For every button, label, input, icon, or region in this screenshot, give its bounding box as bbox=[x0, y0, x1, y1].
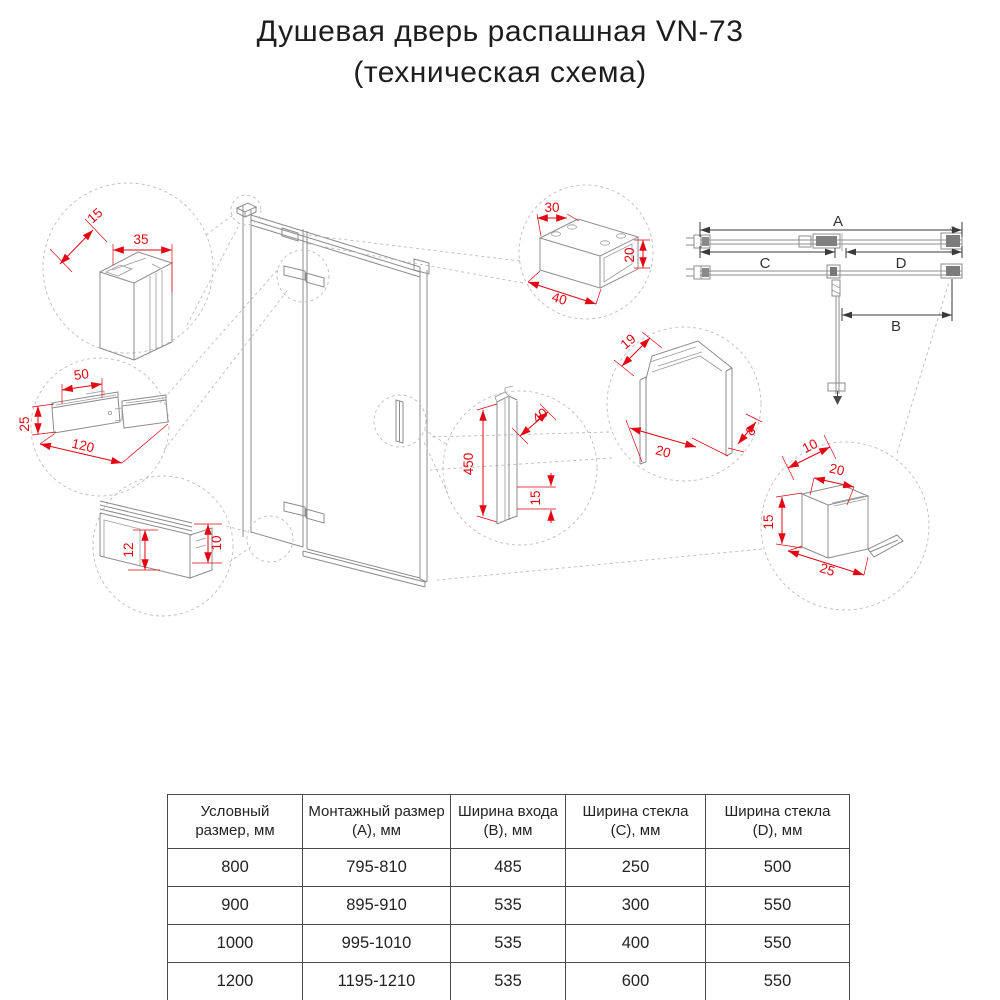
dim-hinge-tab: 50 bbox=[72, 366, 90, 384]
dim-rail-outer: 10 bbox=[209, 535, 224, 551]
table-row bbox=[168, 963, 850, 1000]
detail-wall-profile bbox=[43, 183, 213, 360]
detail-glass-clamp bbox=[761, 435, 929, 610]
title-line-2: (техническая схема) bbox=[353, 55, 647, 89]
dim-handle-length: 450 bbox=[461, 452, 476, 476]
dim-clamp-length: 25 bbox=[817, 560, 837, 580]
col-nominal-size: Условный размер, мм bbox=[168, 795, 303, 849]
detail-wall-bracket bbox=[519, 185, 653, 319]
cell: 1000 bbox=[168, 925, 303, 963]
dim-bracket-width: 30 bbox=[544, 200, 560, 215]
plan-dim-c: C bbox=[759, 255, 771, 272]
size-table bbox=[167, 794, 850, 1000]
detail-bottom-rail bbox=[93, 476, 233, 616]
cell: 550 bbox=[706, 887, 850, 925]
dim-clamp-top: 20 bbox=[828, 460, 846, 479]
table-row bbox=[168, 849, 850, 887]
cell: 995-1010 bbox=[303, 925, 451, 963]
detail-hinge-plate bbox=[17, 358, 169, 496]
cell: 895-910 bbox=[303, 887, 451, 925]
dim-clamp-height: 15 bbox=[761, 514, 776, 530]
dim-handle-depth: 40 bbox=[529, 404, 551, 427]
col-mounting-size-a: Монтажный размер (А), мм bbox=[303, 795, 451, 849]
dim-clamp-depth: 10 bbox=[799, 435, 821, 457]
cell: 400 bbox=[566, 925, 706, 963]
dim-hinge-length: 120 bbox=[70, 435, 96, 456]
main-door-drawing bbox=[231, 195, 429, 587]
dim-bracket-depth: 40 bbox=[549, 289, 569, 309]
dim-handle-width: 15 bbox=[528, 490, 543, 506]
dim-wall-thickness: 15 bbox=[84, 205, 106, 227]
dim-hinge-height: 25 bbox=[17, 416, 32, 432]
cell: 800 bbox=[168, 849, 303, 887]
size-table-header-row bbox=[168, 795, 850, 849]
detail-seal-profile bbox=[607, 327, 762, 481]
plan-dim-a: A bbox=[832, 213, 844, 230]
cell: 535 bbox=[451, 887, 566, 925]
table-row bbox=[168, 925, 850, 963]
dim-seal-depth: 19 bbox=[617, 330, 639, 353]
cell: 250 bbox=[566, 849, 706, 887]
dim-seal-width: 20 bbox=[653, 442, 673, 461]
cell: 1195-1210 bbox=[303, 963, 451, 1000]
cell: 300 bbox=[566, 887, 706, 925]
table-row bbox=[168, 887, 850, 925]
dim-seal-fin: 8 bbox=[742, 422, 759, 439]
cell: 550 bbox=[706, 925, 850, 963]
cell: 600 bbox=[566, 963, 706, 1000]
cell: 500 bbox=[706, 849, 850, 887]
detail-handle bbox=[443, 386, 597, 545]
cell: 1200 bbox=[168, 963, 303, 1000]
plan-dim-d: D bbox=[895, 255, 907, 272]
cell: 485 bbox=[451, 849, 566, 887]
dim-bracket-height: 20 bbox=[622, 247, 637, 263]
title-line-1: Душевая дверь распашная VN-73 bbox=[256, 15, 744, 48]
col-glass-width-d: Ширина стекла (D), мм bbox=[706, 795, 850, 849]
col-glass-width-c: Ширина стекла (С), мм bbox=[566, 795, 706, 849]
cell: 900 bbox=[168, 887, 303, 925]
cell: 535 bbox=[451, 925, 566, 963]
col-entry-width-b: Ширина входа (В), мм bbox=[451, 795, 566, 849]
cell: 550 bbox=[706, 963, 850, 1000]
dim-wall-width: 35 bbox=[133, 232, 149, 247]
cell: 795-810 bbox=[303, 849, 451, 887]
cell: 535 bbox=[451, 963, 566, 1000]
dim-rail-inner: 12 bbox=[121, 542, 136, 558]
plan-dim-b: B bbox=[890, 318, 902, 335]
